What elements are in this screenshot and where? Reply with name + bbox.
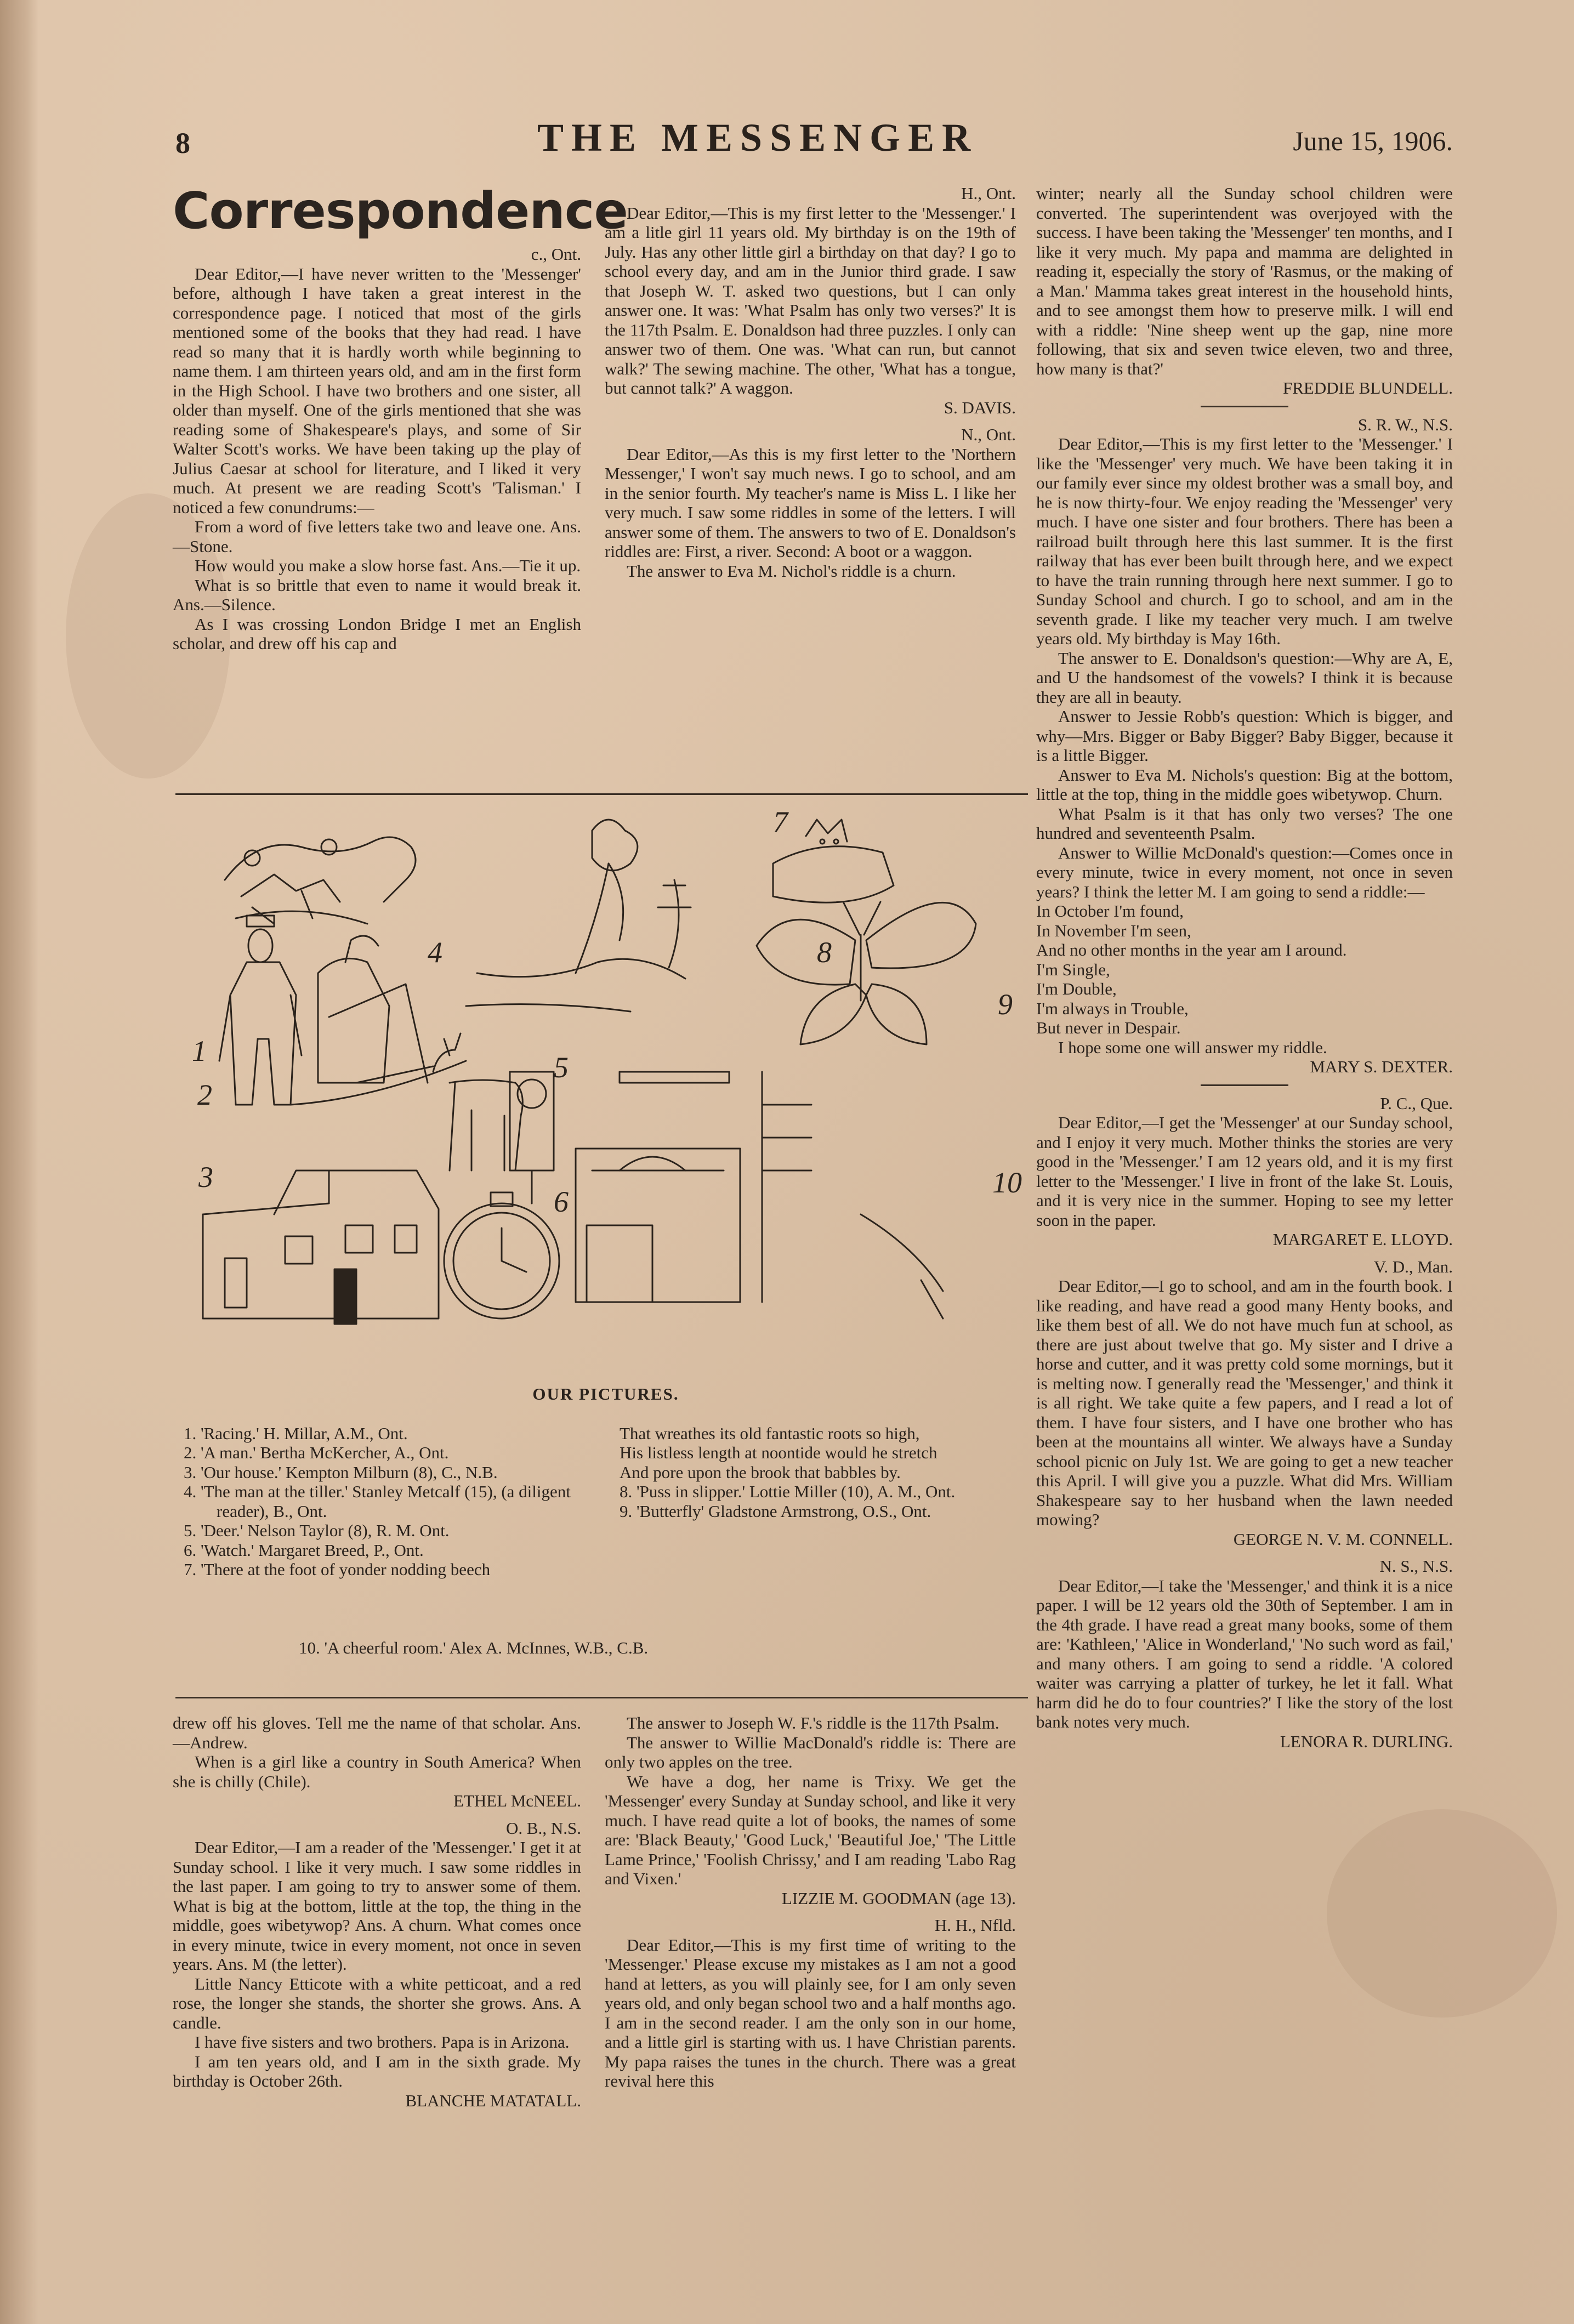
spacer bbox=[605, 417, 1016, 425]
letter-signature: S. DAVIS. bbox=[944, 397, 1016, 417]
binding-edge bbox=[0, 0, 38, 2324]
picture-caption: 7. 'There at the foot of yonder nodding beech bbox=[184, 1560, 491, 1579]
letter-paragraph: Dear Editor,—I have never written to the 'Messenger' before, although I have taken a great interest in the correspondence page. I noticed that most of the girls mentioned some of the books that they had read. I have read so many that it is hardly worth while beginning to name them. I am thirteen years old, and am in the first form in the High School. I have two brothers and one sister, all older than myself. One of the girls mentioned that she was reading some of Shakespeare's plays, and some of Sir Walter Scott's works. We have been taking up the play of Julius Caesar at school for literature, and I liked it very much. At present we are reading Scott's 'Talisman.' I noticed a few conundrums:— bbox=[173, 264, 581, 517]
drawing-number: 10 bbox=[992, 1166, 1022, 1199]
letter-paragraph: The answer to Joseph W. F.'s riddle is the 117th Psalm. bbox=[627, 1713, 999, 1732]
letter-paragraph: The answer to Eva M. Nichol's riddle is a churn. bbox=[627, 561, 956, 581]
lower-column-1-text bbox=[173, 1713, 581, 2110]
drawing-puss-in-slipper bbox=[773, 820, 894, 902]
column-2-text bbox=[605, 184, 1016, 581]
letter-paragraph: In November I'm seen, bbox=[1036, 920, 1191, 940]
picture-caption: 6. 'Watch.' Margaret Breed, P., Ont. bbox=[184, 1540, 424, 1560]
drawing-number: 5 bbox=[554, 1051, 569, 1084]
drawing-number: 2 bbox=[197, 1078, 212, 1111]
letter-paragraph: Dear Editor,—I take the 'Messenger,' and think it is a nice paper. I will be 12 years old the 30th of September. I am in the 4th grade. I have read a great many books, some of them are: 'Kathleen,' 'Alice in Wonderland,' 'No such word as fail,' and many others. I am going to send a riddle. 'A colored waiter was carrying a platter of turkey, he let it fall. What harm did he do to four countries?' I like the story of the lost bank notes very much. bbox=[1036, 1576, 1453, 1731]
section-title: Correspondence bbox=[173, 181, 628, 240]
picture-caption: 9. 'Butterfly' Gladstone Armstrong, O.S., Ont. bbox=[620, 1501, 931, 1521]
drawing-number: 3 bbox=[198, 1161, 213, 1194]
letter-location: S. R. W., N.S. bbox=[1357, 414, 1453, 434]
letter-paragraph: When is a girl like a country in South America? When she is chilly (Chile). bbox=[173, 1752, 581, 1791]
pictures-bottom-rule bbox=[175, 1697, 1028, 1698]
column-1 bbox=[173, 181, 628, 654]
spacer bbox=[1036, 1549, 1453, 1556]
letter-paragraph: I'm always in Trouble, bbox=[1036, 998, 1189, 1018]
letter-paragraph: I'm Single, bbox=[1036, 959, 1110, 979]
drawings-svg bbox=[192, 798, 1031, 1351]
letter-paragraph: The answer to E. Donaldson's question:—Why are A, E, and U the handsomest of the vowels? I think it is because they are all in beauty. bbox=[1036, 648, 1453, 707]
caption-columns bbox=[184, 1424, 1028, 1621]
picture-caption: And pore upon the brook that babbles by. bbox=[620, 1462, 901, 1482]
letter-paragraph: Dear Editor,—As this is my first letter to the 'Northern Messenger,' I won't say much news. I go to school, and am in the senior fourth. My teacher's name is Miss L. I like her very much. I saw some riddles in some of the letters. I will answer some of them. The answers to two of E. Donaldson's riddles are: First, a river. Second: A boot or a waggon. bbox=[605, 444, 1016, 561]
letter-location: c., Ont. bbox=[531, 245, 581, 264]
page-number: 8 bbox=[175, 127, 190, 160]
letter-paragraph: How would you make a slow horse fast. Ans.—Tie it up. bbox=[195, 556, 581, 575]
drawing-number: 4 bbox=[428, 936, 442, 969]
paper-stain bbox=[1327, 1809, 1557, 2018]
letter-paragraph: As I was crossing London Bridge I met an English scholar, and drew off his cap and bbox=[173, 614, 581, 653]
picture-caption: 1. 'Racing.' H. Millar, A.M., Ont. bbox=[184, 1423, 408, 1443]
letter-signature: MARGARET E. LLOYD. bbox=[1272, 1230, 1453, 1249]
spacer bbox=[605, 1908, 1016, 1916]
letter-paragraph: And no other months in the year am I around. bbox=[1036, 940, 1347, 959]
letter-location: V. D., Man. bbox=[1373, 1257, 1453, 1276]
letter-paragraph: Dear Editor,—This is my first letter to the 'Messenger.' I like the 'Messenger' very much. We have been taking it in our family ever since my oldest brother was a small boy, and he is now thirty-four. We enjoy reading the 'Messenger' very much. I have one sister and four brothers. There has been a railroad built through here this last summer. It is the first railway that has ever been built through here, and we expect to have the train running through here next summer. I go to Sunday School and church. I go to school, and am in the seventh grade. I like my teacher very much. I am twelve years old. My birthday is May 16th. bbox=[1036, 434, 1453, 648]
column-3 bbox=[1036, 184, 1453, 1751]
caption-left bbox=[184, 1424, 584, 1579]
drawing-man bbox=[219, 916, 302, 1105]
letter-paragraph: winter; nearly all the Sunday school children were converted. The superintendent was overjoyed with the success. I have been taking the 'Messenger' ten months, and I like it very much. My papa and mamma are delighted in reading it, especially the story of 'Rasmus, or the making of a Man.' Mamma takes great interest in the household hints, and to see amongst them how to preserve milk. I will end with a riddle: 'Nine sheep went up the gap, nine more following, that six and seven twice eleven, two and three, how many is that?' bbox=[1036, 184, 1453, 378]
letter-paragraph: In October I'm found, bbox=[1036, 901, 1184, 920]
spacer bbox=[173, 1811, 581, 1819]
drawing-racing bbox=[225, 837, 416, 924]
letter-paragraph: What is so brittle that even to name it would break it. Ans.—Silence. bbox=[173, 575, 581, 614]
drawing-number: 1 bbox=[192, 1035, 207, 1067]
picture-caption: 2. 'A man.' Bertha McKercher, A., Ont. bbox=[184, 1443, 449, 1462]
pictures-title: OUR PICTURES. bbox=[532, 1384, 679, 1404]
picture-caption: His listless length at noontide would he stretch bbox=[620, 1443, 937, 1462]
letter-paragraph: drew off his gloves. Tell me the name of that scholar. Ans.—Andrew. bbox=[173, 1713, 581, 1752]
drawing-cheerful-room bbox=[510, 1072, 943, 1319]
letter-paragraph: I hope some one will answer my riddle. bbox=[1058, 1037, 1327, 1057]
letter-paragraph: Answer to Eva M. Nichols's question: Big at the bottom, little at the top, thing in the middle goes wibetywop. Churn. bbox=[1036, 765, 1453, 804]
letter-paragraph: The answer to Willie MacDonald's riddle is: There are only two apples on the tree. bbox=[605, 1732, 1016, 1771]
letter-signature: LENORA R. DURLING. bbox=[1280, 1731, 1453, 1751]
letter-paragraph: But never in Despair. bbox=[1036, 1018, 1181, 1037]
page-header bbox=[175, 115, 1453, 164]
letter-signature: BLANCHE MATATALL. bbox=[405, 2090, 581, 2110]
drawing-butterfly bbox=[757, 902, 976, 1044]
column-2 bbox=[605, 184, 1016, 581]
drawing-watch bbox=[444, 1192, 559, 1319]
pictures-top-rule bbox=[175, 793, 1028, 795]
drawing-house bbox=[203, 1170, 439, 1324]
separator-rule bbox=[1201, 406, 1288, 407]
letter-signature: ETHEL McNEEL. bbox=[453, 1791, 581, 1810]
separator-rule bbox=[1201, 1084, 1288, 1086]
column-3-text bbox=[1036, 184, 1453, 1751]
drawing-number: 7 bbox=[773, 805, 788, 838]
letter-signature: LIZZIE M. GOODMAN (age 13). bbox=[781, 1888, 1016, 1908]
caption-bottom: 10. 'A cheerful room.' Alex A. McInnes, W.B., C.B. bbox=[299, 1638, 649, 1657]
drawing-number: 8 bbox=[817, 936, 832, 969]
drawing-tree-stream bbox=[466, 820, 691, 1012]
picture-caption: 8. 'Puss in slipper.' Lottie Miller (10), A. M., Ont. bbox=[620, 1482, 956, 1501]
letter-paragraph: Answer to Willie McDonald's question:—Comes once in every minute, twice in every moment, not once in seven years? I think the letter M. I am going to send a riddle:— bbox=[1036, 843, 1453, 901]
letter-location: H. H., Nfld. bbox=[934, 1916, 1016, 1935]
column-1-text bbox=[173, 245, 581, 654]
drawing-number: 9 bbox=[998, 988, 1013, 1021]
picture-caption: That wreathes its old fantastic roots so high, bbox=[620, 1423, 920, 1443]
letter-paragraph: Little Nancy Etticote with a white petticoat, and a red rose, the longer she stands, the shorter she grows. Ans. A candle. bbox=[173, 1974, 581, 2032]
letter-signature: GEORGE N. V. M. CONNELL. bbox=[1233, 1529, 1453, 1549]
letter-signature: MARY S. DEXTER. bbox=[1310, 1057, 1453, 1076]
letter-location: N. S., N.S. bbox=[1379, 1556, 1453, 1576]
letter-paragraph: Dear Editor,—I go to school, and am in the fourth book. I like reading, and have read a good many Henty books, and like them best of all. We do not have much fun at school, as there are just about twelve that go. My sister and I drive a horse and cutter, and it was pretty cold some mornings, but it is melting now. I generally read the 'Messenger,' and think it is all right. We take quite a few papers, and I read a lot of them. I have four sisters, and I have one brother who has been at the mountains all winter. We always have a Sunday school picnic on July 1st. We are going to get a new teacher this April. I will give you a puzzle. What did Mrs. William Shakespeare say to her husband when the lawn needed mowing? bbox=[1036, 1276, 1453, 1529]
pictures-captions bbox=[184, 1384, 1028, 1621]
masthead-title: THE MESSENGER bbox=[537, 116, 979, 160]
letter-location: P. C., Que. bbox=[1380, 1093, 1453, 1113]
letter-paragraph: What Psalm is it that has only two verses? The one hundred and seventeenth Psalm. bbox=[1036, 804, 1453, 843]
letter-paragraph: Dear Editor,—This is my first time of writing to the 'Messenger.' Please excuse my mistakes as I am not a good hand at letters, as you will plainly see, for I am only seven years old, and only began school two and a half months ago. I am in the second reader. I am the only son in our home, and a little girl is starting with us. I have Christian parents. My papa raises the tunes in the church. There was a great revival here this bbox=[605, 1935, 1016, 2090]
children-drawings bbox=[192, 798, 1031, 1351]
picture-caption: 4. 'The man at the tiller.' Stanley Metcalf (15), (a diligent reader), B., Ont. bbox=[184, 1482, 571, 1521]
picture-caption: 3. 'Our house.' Kempton Milburn (8), C., N.B. bbox=[184, 1462, 498, 1482]
letter-location: N., Ont. bbox=[961, 425, 1016, 444]
letter-paragraph: From a word of five letters take two and leave one. Ans.—Stone. bbox=[173, 517, 581, 556]
letter-paragraph: Dear Editor,—This is my first letter to the 'Messenger.' I am a litle girl 11 years old. My birthday is on the 19th of July. Has any other little girl a birthday on that day? I go to school every day, and am in the Junior third grade. I saw that Joseph W. T. asked two questions, but I can only answer one. It was: 'What Psalm has only two verses?' It is the 117th Psalm. E. Donaldson had three puzzles. I only can answer two of them. One was. 'What can run, but cannot walk?' The sewing machine. The other, 'What has a tongue, but cannot talk?' A waggon. bbox=[605, 203, 1016, 397]
letter-paragraph: We have a dog, her name is Trixy. We get the 'Messenger' every Sunday at Sunday school, and like it very much. I have read quite a lot of books, the names of some are: 'Black Beauty,' 'Good Luck,' 'Beautiful Joe,' 'The Little Lame Prince,' 'Foolish Chrissy,' and I am reading 'Labo Rag and Vixen.' bbox=[605, 1771, 1016, 1888]
letter-signature: FREDDIE BLUNDELL. bbox=[1283, 378, 1453, 397]
issue-date: June 15, 1906. bbox=[1293, 126, 1453, 156]
picture-caption: 5. 'Deer.' Nelson Taylor (8), R. M. Ont. bbox=[184, 1521, 450, 1540]
drawing-number: 6 bbox=[554, 1185, 569, 1218]
lower-column-1 bbox=[173, 1713, 581, 2110]
letter-location: O. B., N.S. bbox=[506, 1818, 581, 1838]
spacer bbox=[1036, 1249, 1453, 1257]
letter-location: H., Ont. bbox=[961, 184, 1016, 203]
letter-paragraph: I'm Double, bbox=[1036, 979, 1117, 998]
letter-paragraph: I am ten years old, and I am in the sixth grade. My birthday is October 26th. bbox=[173, 2052, 581, 2090]
lower-column-2-text bbox=[605, 1713, 1016, 2091]
letter-paragraph: Dear Editor,—I am a reader of the 'Messenger.' I get it at Sunday school. I like it very much. I saw some riddles in the last paper. I am going to try to answer some of them. What is big at the bottom, little at the top, the thing in the middle, goes wibetywop? Ans. A churn. What comes once in every minute, twice in every moment, not once in seven years. Ans. M (the letter). bbox=[173, 1838, 581, 1974]
lower-column-2 bbox=[605, 1713, 1016, 2091]
caption-right bbox=[620, 1424, 1025, 1521]
letter-paragraph: Dear Editor,—I get the 'Messenger' at our Sunday school, and I enjoy it very much. Mother thinks the stories are very good in the 'Messenger.' I am 12 years old, and it is my first letter to the 'Messenger.' I live in front of the lake St. Louis, and it is very nice in the summer. Hoping to see my letter soon in the paper. bbox=[1036, 1113, 1453, 1230]
letter-paragraph: I have five sisters and two brothers. Papa is in Arizona. bbox=[195, 2032, 570, 2052]
letter-paragraph: Answer to Jessie Robb's question: Which is bigger, and why—Mrs. Bigger or Baby Bigger? Baby Bigger, because it is a little Bigger. bbox=[1036, 707, 1453, 765]
